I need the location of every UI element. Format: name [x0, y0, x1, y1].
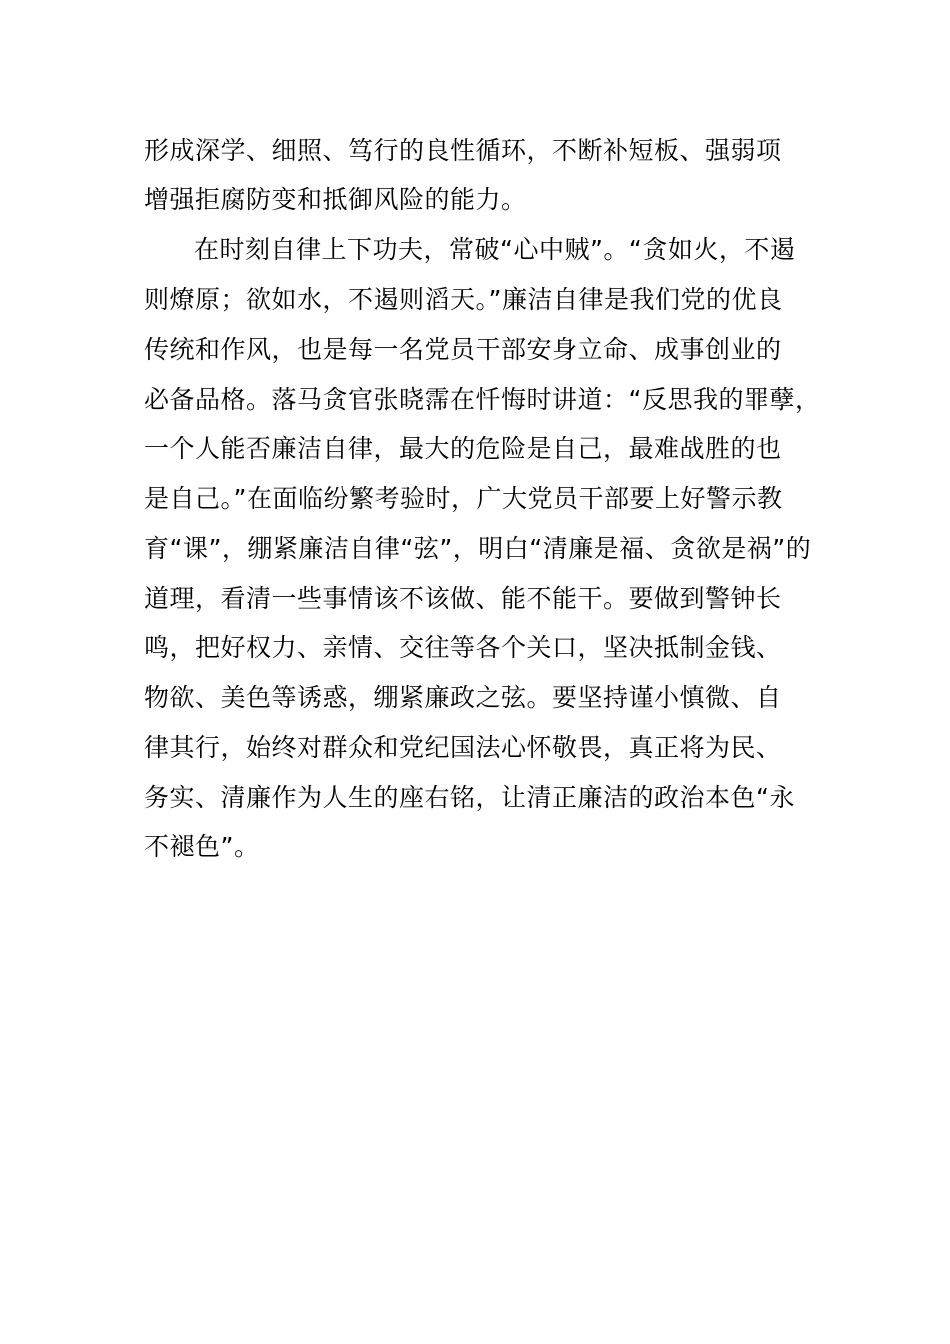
paragraph-line: 一个人能否廉洁自律，最大的危险是自己，最难战胜的也	[144, 434, 782, 463]
paragraph-line: 鸣，把好权力、亲情、交往等各个关口，坚决抵制金钱、	[144, 633, 782, 662]
paragraph-line: 务实、清廉作为人生的座右铭，让清正廉洁的政治本色“永	[144, 783, 795, 812]
paragraph-line: 形成深学、细照、笃行的良性循环，不断补短板、强弱项	[144, 136, 782, 165]
paragraph-line: 增强拒腐防变和抵御风险的能力。	[144, 185, 527, 214]
paragraph-line: 律其行，始终对群众和党纪国法心怀敬畏，真正将为民、	[144, 733, 782, 762]
paragraph-line: 必备品格。落马贪官张晓霈在忏悔时讲道：“反思我的罪孽，	[144, 385, 821, 414]
paragraph-line: 传统和作风，也是每一名党员干部安身立命、成事创业的	[144, 335, 782, 364]
paragraph-line: 物欲、美色等诱惑，绷紧廉政之弦。要坚持谨小慎微、自	[144, 683, 782, 712]
paragraph-line: 不褪色”。	[144, 832, 260, 861]
paragraph-line: 是自己。”在面临纷繁考验时，广大党员干部要上好警示教	[144, 484, 783, 513]
paragraph-line: 道理，看清一些事情该不该做、能不能干。要做到警钟长	[144, 584, 782, 613]
paragraph-line: 则燎原；欲如水，不遏则滔天。”廉洁自律是我们党的优良	[144, 285, 783, 314]
paragraph-line: 在时刻自律上下功夫，常破“心中贼”。“贪如火，不遏	[194, 235, 796, 264]
paragraph-line: 育“课”，绷紧廉洁自律“弦”，明白“清廉是福、贪欲是祸”的	[144, 534, 812, 563]
